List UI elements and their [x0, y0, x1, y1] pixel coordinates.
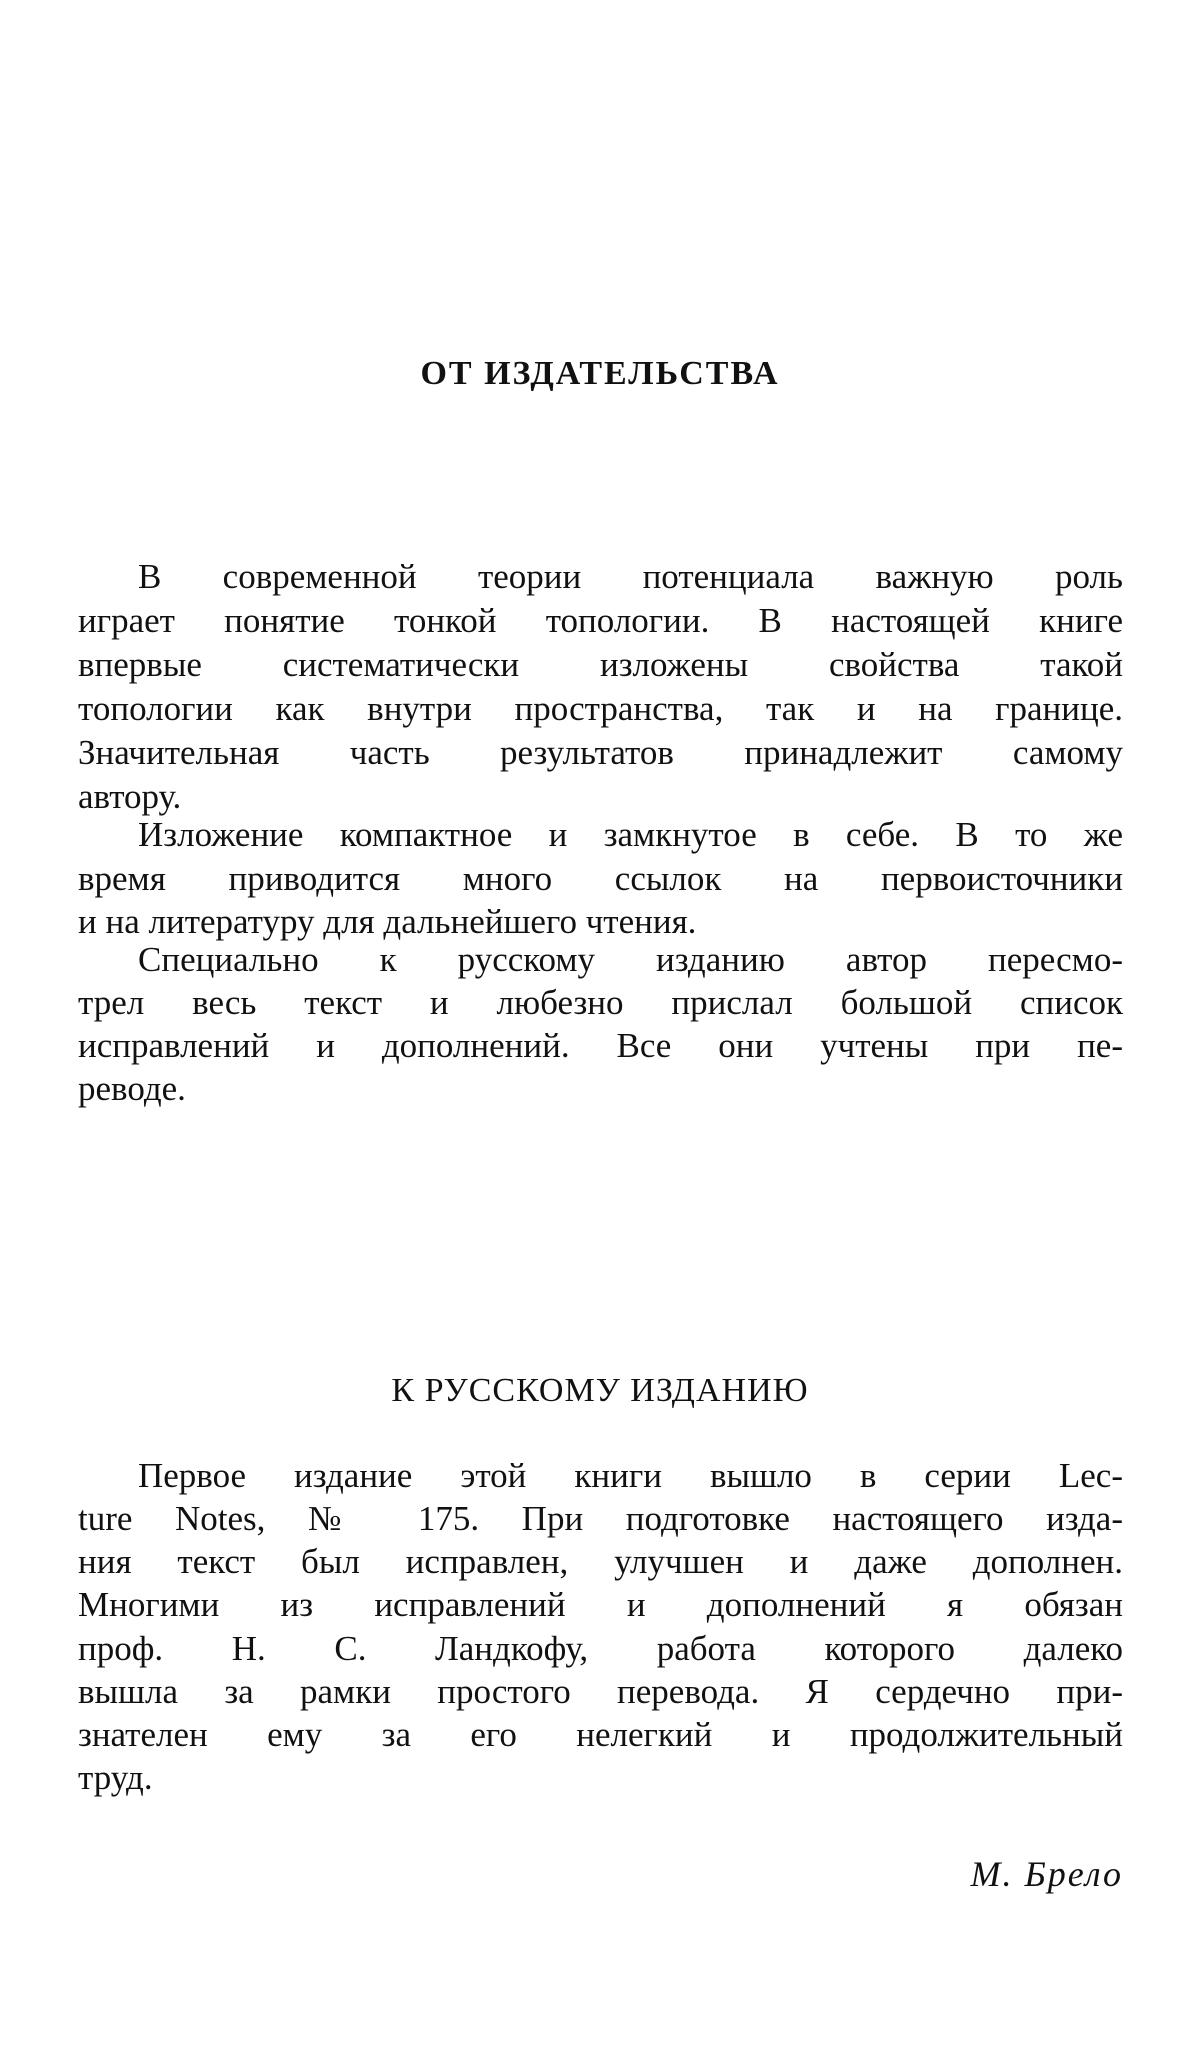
russian-edition-line: Многими из исправлений и дополнений я обязан: [78, 1585, 1123, 1624]
publisher-line: В современной теории потенциала важную роль: [138, 557, 1123, 596]
publisher-line: Значительная часть результатов принадлежит самому: [78, 733, 1123, 772]
author-signature: М. Брело: [970, 1854, 1123, 1894]
publisher-line: исправлений и дополнений. Все они учтены при пе-: [78, 1026, 1123, 1065]
russian-edition-line: Первое издание этой книги вышло в серии Lec-: [138, 1456, 1123, 1495]
russian-edition-line: труд.: [78, 1758, 153, 1797]
publisher-line: автору.: [78, 777, 182, 816]
publisher-line: Специально к русскому изданию автор пересмо-: [138, 940, 1123, 979]
publisher-line: трел весь текст и любезно прислал большой список: [78, 983, 1123, 1022]
publisher-line: играет понятие тонкой топологии. В настоящей книге: [78, 601, 1123, 640]
russian-edition-line: знателен ему за его нелегкий и продолжительный: [78, 1715, 1123, 1754]
russian-edition-line: ture Notes, № 175. При подготовке настоящего изда-: [78, 1499, 1123, 1538]
publisher-heading: ОТ ИЗДАТЕЛЬСТВА: [420, 355, 780, 392]
russian-edition-line: ния текст был исправлен, улучшен и даже дополнен.: [78, 1542, 1123, 1581]
russian-edition-line: проф. Н. С. Ландкофу, работа которого далеко: [78, 1629, 1123, 1668]
publisher-line: время приводится много ссылок на первоисточники: [78, 859, 1123, 898]
russian-edition-line: вышла за рамки простого перевода. Я сердечно при-: [78, 1672, 1123, 1711]
publisher-line: топологии как внутри пространства, так и на границе.: [78, 689, 1123, 728]
publisher-line: впервые систематически изложены свойства такой: [78, 645, 1123, 684]
russian-edition-heading: К РУССКОМУ ИЗДАНИЮ: [391, 1372, 809, 1409]
publisher-line: Изложение компактное и замкнутое в себе. В то же: [138, 815, 1123, 854]
publisher-line: реводе.: [78, 1069, 186, 1108]
publisher-line: и на литературу для дальнейшего чтения.: [78, 902, 697, 941]
